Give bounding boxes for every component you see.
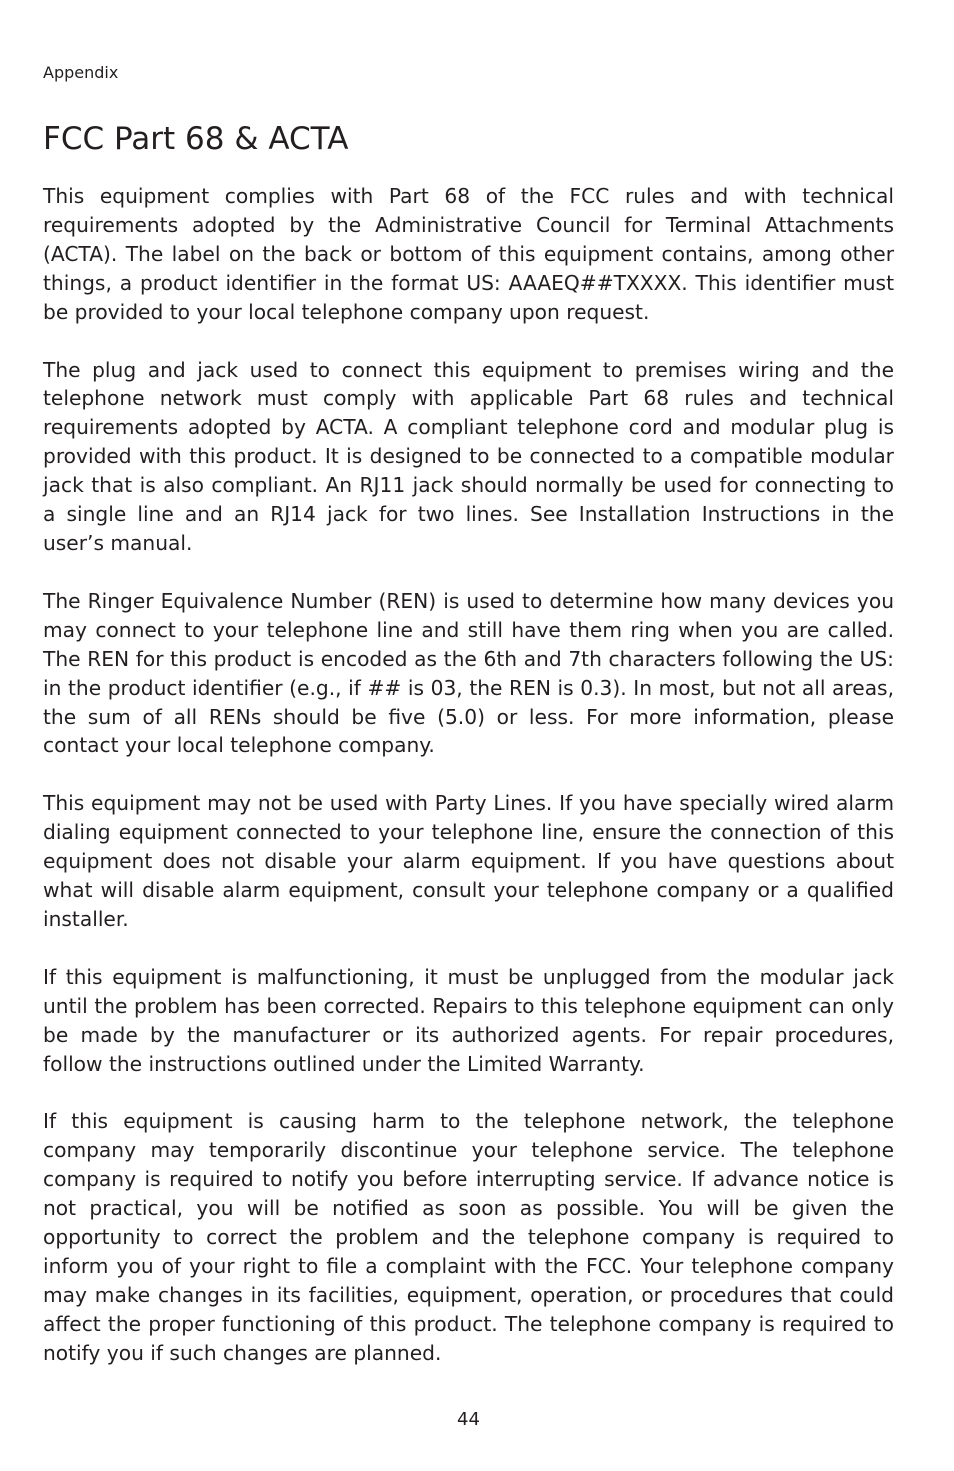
paragraph-ren: The Ringer Equivalence Number (REN) is used to determine how many devices you may connect to your telephone line and still have them ring when you are called. The REN for this product is encoded as the 6th and 7th characters following the US: in the product identifier (e.g., if ## is 03, the REN is 0.3). In most, but not all areas, the sum of all RENs should be five (5.0) or less. For more information, please contact your local telephone company. (43, 588, 894, 758)
paragraph-fcc-compliance: This equipment complies with Part 68 of the FCC rules and with technical requirements adopted by the Administrative Council for Terminal Attachments (ACTA). The label on the back or bottom of this equipment contains, among other things, a product identifier in the format US: AAAEQ##TXXXX. This identifier must be provided to your local telephone company upon request. (43, 184, 894, 324)
paragraph-network-harm: If this equipment is causing harm to the telephone network, the telephone company may temporarily discontinue your telephone service. The telephone company is required to notify you before interrupting service. If advance notice is not practical, you will be notified as soon as possible. You will be given the opportunity to correct the problem and the telephone company is required to inform you of your right to file a complaint with the FCC. Your telephone company may make changes in its facilities, equipment, operation, or procedures that could affect the proper functioning of this product. The telephone company is required to notify you if such changes are planned. (43, 1109, 894, 1365)
page-title: FCC Part 68 & ACTA (43, 121, 349, 157)
paragraph-malfunctioning: If this equipment is malfunctioning, it must be unplugged from the modular jack until the problem has been corrected. Repairs to this telephone equipment can only be made by the manufacturer or its authorized agents. For repair procedures, follow the instructions outlined under the Limited Warranty. (43, 964, 894, 1076)
page-number: 44 (457, 1409, 480, 1430)
paragraph-party-lines: This equipment may not be used with Party Lines. If you have specially wired alarm dialing equipment connected to your telephone line, ensure the connection of this equipment does not disable your alarm equipment. If you have questions about what will disable alarm equipment, consult your telephone company or a qualified installer. (43, 791, 894, 931)
section-label: Appendix (43, 63, 119, 82)
document-body (43, 182, 894, 1397)
paragraph-plug-and-jack: The plug and jack used to connect this equipment to premises wiring and the telephone network must comply with applicable Part 68 rules and technical requirements adopted by ACTA. A compliant telephone cord and modular plug is provided with this product. It is designed to be connected to a compatible modular jack that is also compliant. An RJ11 jack should normally be used for connecting to a single line and an RJ14 jack for two lines. See Installation Instructions in the user’s manual. (43, 357, 894, 555)
